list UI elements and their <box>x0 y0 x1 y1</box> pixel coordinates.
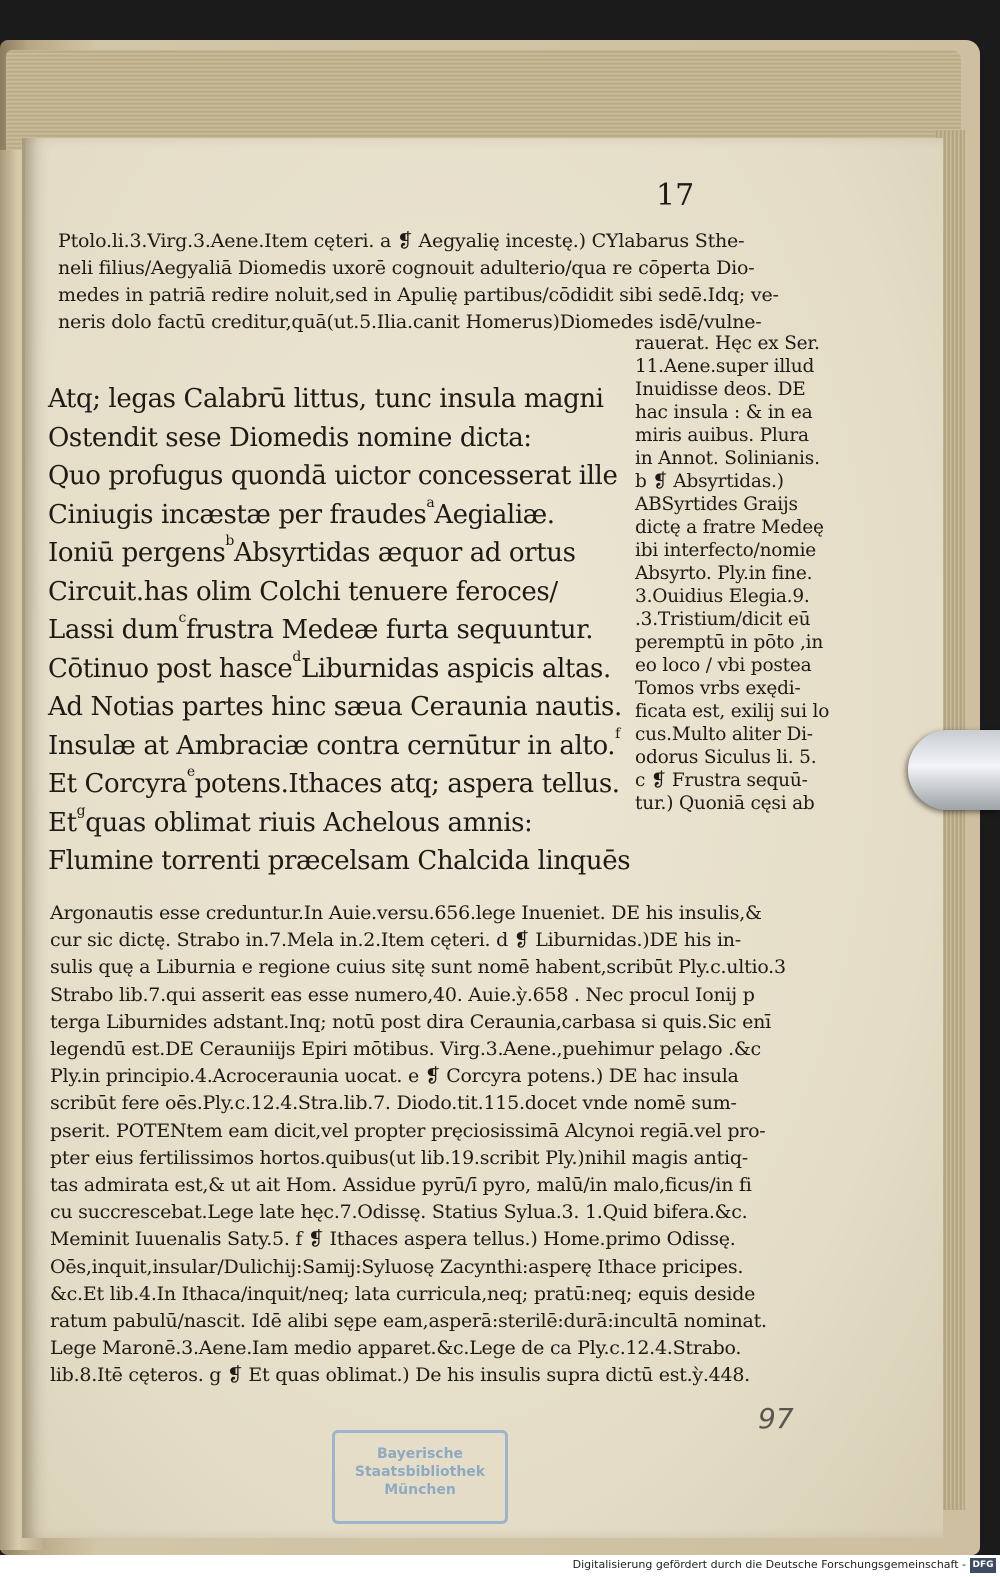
commentary-line: Ptolo.li.3.Virg.3.Aene.Item cęteri. a ❡ Aegyalię incestę.) CYlabarus Sthe- <box>58 230 745 252</box>
pencil-folio-number: 97 <box>758 1402 794 1435</box>
side-commentary-line: Absyrto. Ply.in fine. <box>635 563 813 584</box>
verse-text: Liburnidas aspicis altas. <box>300 653 611 684</box>
verse-line <box>48 534 630 573</box>
commentary-line: Strabo lib.7.qui asserit eas esse numero,40. Auie.ỳ.658 . Nec procul Ionij p <box>50 983 755 1006</box>
side-commentary-line: Tomos vrbs exędi- <box>635 678 801 699</box>
verse-line <box>48 842 630 881</box>
verse-text: Circuit.has olim Colchi tenuere feroces/ <box>48 576 558 607</box>
side-commentary-line: ibi interfecto/nomie <box>635 540 817 561</box>
side-commentary-line: dictę a fratre Medeę <box>635 517 824 538</box>
stamp-line-1: Bayerische <box>376 1446 464 1462</box>
note-marker: c <box>178 610 186 626</box>
verse-text: Ostendit sese Diomedis nomine dicta: <box>48 422 532 453</box>
verse-text: Cōtinuo post hasce <box>48 653 293 684</box>
verse-text: potens.Ithaces atq; aspera tellus. <box>194 769 620 799</box>
verse-text: Flumine torrenti præcelsam Chalcida linquēs <box>48 846 631 876</box>
commentary-line: Oēs,inquit,insular/Dulichij:Samij:Syluosę Zacynthi:asperę Ithace pricipes. <box>50 1255 744 1278</box>
side-commentary-line: b ❡ Absyrtidas.) <box>635 471 784 492</box>
verse-line <box>48 804 630 843</box>
verse-line <box>48 496 630 535</box>
verse-text: Insulæ at Ambraciæ contra cernūtur in alto. <box>48 730 616 761</box>
side-commentary-line: 3.Ouidius Elegia.9. <box>635 586 810 607</box>
verse-text: Ciniugis incæstæ per fraudes <box>48 499 427 530</box>
side-commentary-line: c ❡ Frustra sequū- <box>635 770 808 791</box>
verse-line <box>48 688 630 727</box>
stamp-line-3: München <box>384 1482 456 1498</box>
verse-text: Quo profugus quondā uictor concesserat ille <box>48 461 618 491</box>
verse-line <box>48 765 630 804</box>
verse-text: frustra Medeæ furta sequuntur. <box>185 615 594 645</box>
verse-text: Et Corcyra <box>48 769 187 799</box>
note-marker: a <box>426 494 435 511</box>
commentary-line: neris dolo factū creditur,quā(ut.5.Ilia.canit Homerus)Diomedes isdē/vulne- <box>58 311 762 333</box>
commentary-line: lib.8.Itē cęteros. g ❡ Et quas oblimat.) De his insulis supra dictū est.ỳ.448. <box>50 1364 750 1387</box>
verse-text: Et <box>48 807 77 838</box>
verse-line <box>48 457 630 496</box>
footer-bar <box>0 1555 1000 1577</box>
commentary-line: neli filius/Aegyaliā Diomedis uxorē cognouit adulterio/qua re cōperta Dio- <box>58 257 755 279</box>
commentary-side-column <box>635 332 829 815</box>
note-marker: b <box>225 533 234 549</box>
note-marker: d <box>292 648 301 665</box>
commentary-line: sulis quę a Liburnia e regione cuius sitę sunt nomē habent,scribūt Ply.c.ultio.3 <box>50 956 786 979</box>
commentary-line: tas admirata est,& ut ait Hom. Assidue pyrū/ī pyro, malū/in malo,ficus/in fi <box>50 1174 752 1197</box>
side-commentary-line: .3.Tristium/dicit eū <box>635 609 811 630</box>
side-commentary-line: Inuidisse deos. DE <box>635 379 806 400</box>
commentary-line: Argonautis esse creduntur.In Auie.versu.656.lege Inueniet. DE his insulis,& <box>50 902 762 924</box>
page-clip <box>908 730 1000 810</box>
commentary-line: pserit. POTENtem eam dicit,vel propter pręciosissimā Alcynoi regiā.vel pro- <box>50 1119 766 1142</box>
verse-text: Lassi dum <box>48 615 179 645</box>
commentary-line: medes in patriā redire noluit,sed in Apulię partibus/cōdidit sibi sedē.Idq; ve- <box>58 284 779 306</box>
verse-block <box>48 380 630 881</box>
stamp-line-2: Staatsbibliothek <box>354 1464 486 1480</box>
commentary-bottom <box>50 900 786 1390</box>
footer-credit: Digitalisierung gefördert durch die Deutsche Forschungsgemeinschaft - <box>572 1558 966 1571</box>
note-marker: f <box>615 725 620 742</box>
side-commentary-line: rauerat. Hęc ex Ser. <box>635 333 820 354</box>
verse-line <box>48 573 630 612</box>
commentary-line: cur sic dictę. Strabo in.7.Mela in.2.Item cęteri. d ❡ Liburnidas.)DE his in- <box>50 929 741 952</box>
side-commentary-line: cus.Multo aliter Di- <box>635 724 813 745</box>
library-stamp <box>332 1430 508 1524</box>
side-commentary-line: in Annot. Solinianis. <box>635 448 820 469</box>
commentary-line: &c.Et lib.4.In Ithaca/inquit/neq; lata curricula,neq; pratū:neq; equis deside <box>50 1282 756 1305</box>
verse-line <box>48 650 630 689</box>
verse-text: Absyrtidas æquor ad ortus <box>233 538 576 568</box>
commentary-line: Lege Maronē.3.Aene.Iam medio apparet.&c.Lege de ca Ply.c.12.4.Strabo. <box>50 1337 742 1360</box>
verse-line <box>48 727 630 766</box>
commentary-line: cu succrescebat.Lege late hęc.7.Odissę. Statius Sylua.3. 1.Quid bifera.&c. <box>50 1201 748 1224</box>
verse-line <box>48 380 630 419</box>
verse-text: Ad Notias partes hinc sæua Ceraunia nautis. <box>48 692 622 722</box>
page-number: 17 <box>656 178 695 213</box>
side-commentary-line: ficata est, exilij sui lo <box>635 701 830 722</box>
side-commentary-line: peremptū in pōto ,in <box>635 632 824 653</box>
side-commentary-line: eo loco / vbi postea <box>635 655 812 676</box>
commentary-top <box>58 228 779 336</box>
commentary-line: scribūt fere oēs.Ply.c.12.4.Stra.lib.7. Diodo.tit.115.docet vnde nomē sum- <box>50 1092 737 1115</box>
commentary-line: terga Liburnides adstant.Inq; notū post dira Ceraunia,carbasa si quis.Sic enī <box>50 1010 771 1033</box>
commentary-line: Meminit Iuuenalis Saty.5. f ❡ Ithaces aspera tellus.) Home.primo Odissę. <box>50 1228 736 1251</box>
verse-text: Atq; legas Calabrū littus, tunc insula magni <box>48 384 604 414</box>
dfg-logo: DFG <box>970 1558 996 1573</box>
commentary-line: pter eius fertilissimos hortos.quibus(ut lib.19.scribit Ply.)nihil magis antiq- <box>50 1146 748 1169</box>
side-commentary-line: miris auibus. Plura <box>635 425 809 446</box>
verse-text: quas oblimat riuis Achelous amnis: <box>85 807 533 838</box>
page-stack-top <box>6 50 961 150</box>
note-marker: e <box>186 764 195 780</box>
commentary-line: ratum pabulū/nascit. Idē alibi sępe eam,asperā:sterilē:durā:incultā nominat. <box>50 1310 767 1333</box>
side-commentary-line: tur.) Quoniā cęsi ab <box>635 793 815 814</box>
side-commentary-line: hac insula : & in ea <box>635 402 813 423</box>
verse-line <box>48 611 630 650</box>
side-commentary-line: 11.Aene.super illud <box>635 356 815 377</box>
note-marker: g <box>76 802 86 819</box>
commentary-line: Ply.in principio.4.Acroceraunia uocat. e ❡ Corcyra potens.) DE hac insula <box>50 1065 739 1088</box>
side-commentary-line: ABSyrtides Graijs <box>635 494 798 515</box>
verse-text: Aegialiæ. <box>434 499 555 530</box>
verse-line <box>48 419 630 458</box>
verse-text: Ioniū pergens <box>48 538 226 568</box>
side-commentary-line: odorus Siculus li. 5. <box>635 747 817 768</box>
commentary-line: legendū est.DE Cerauniijs Epiri mōtibus. Virg.3.Aene.,puehimur pelago .&c <box>50 1038 761 1061</box>
